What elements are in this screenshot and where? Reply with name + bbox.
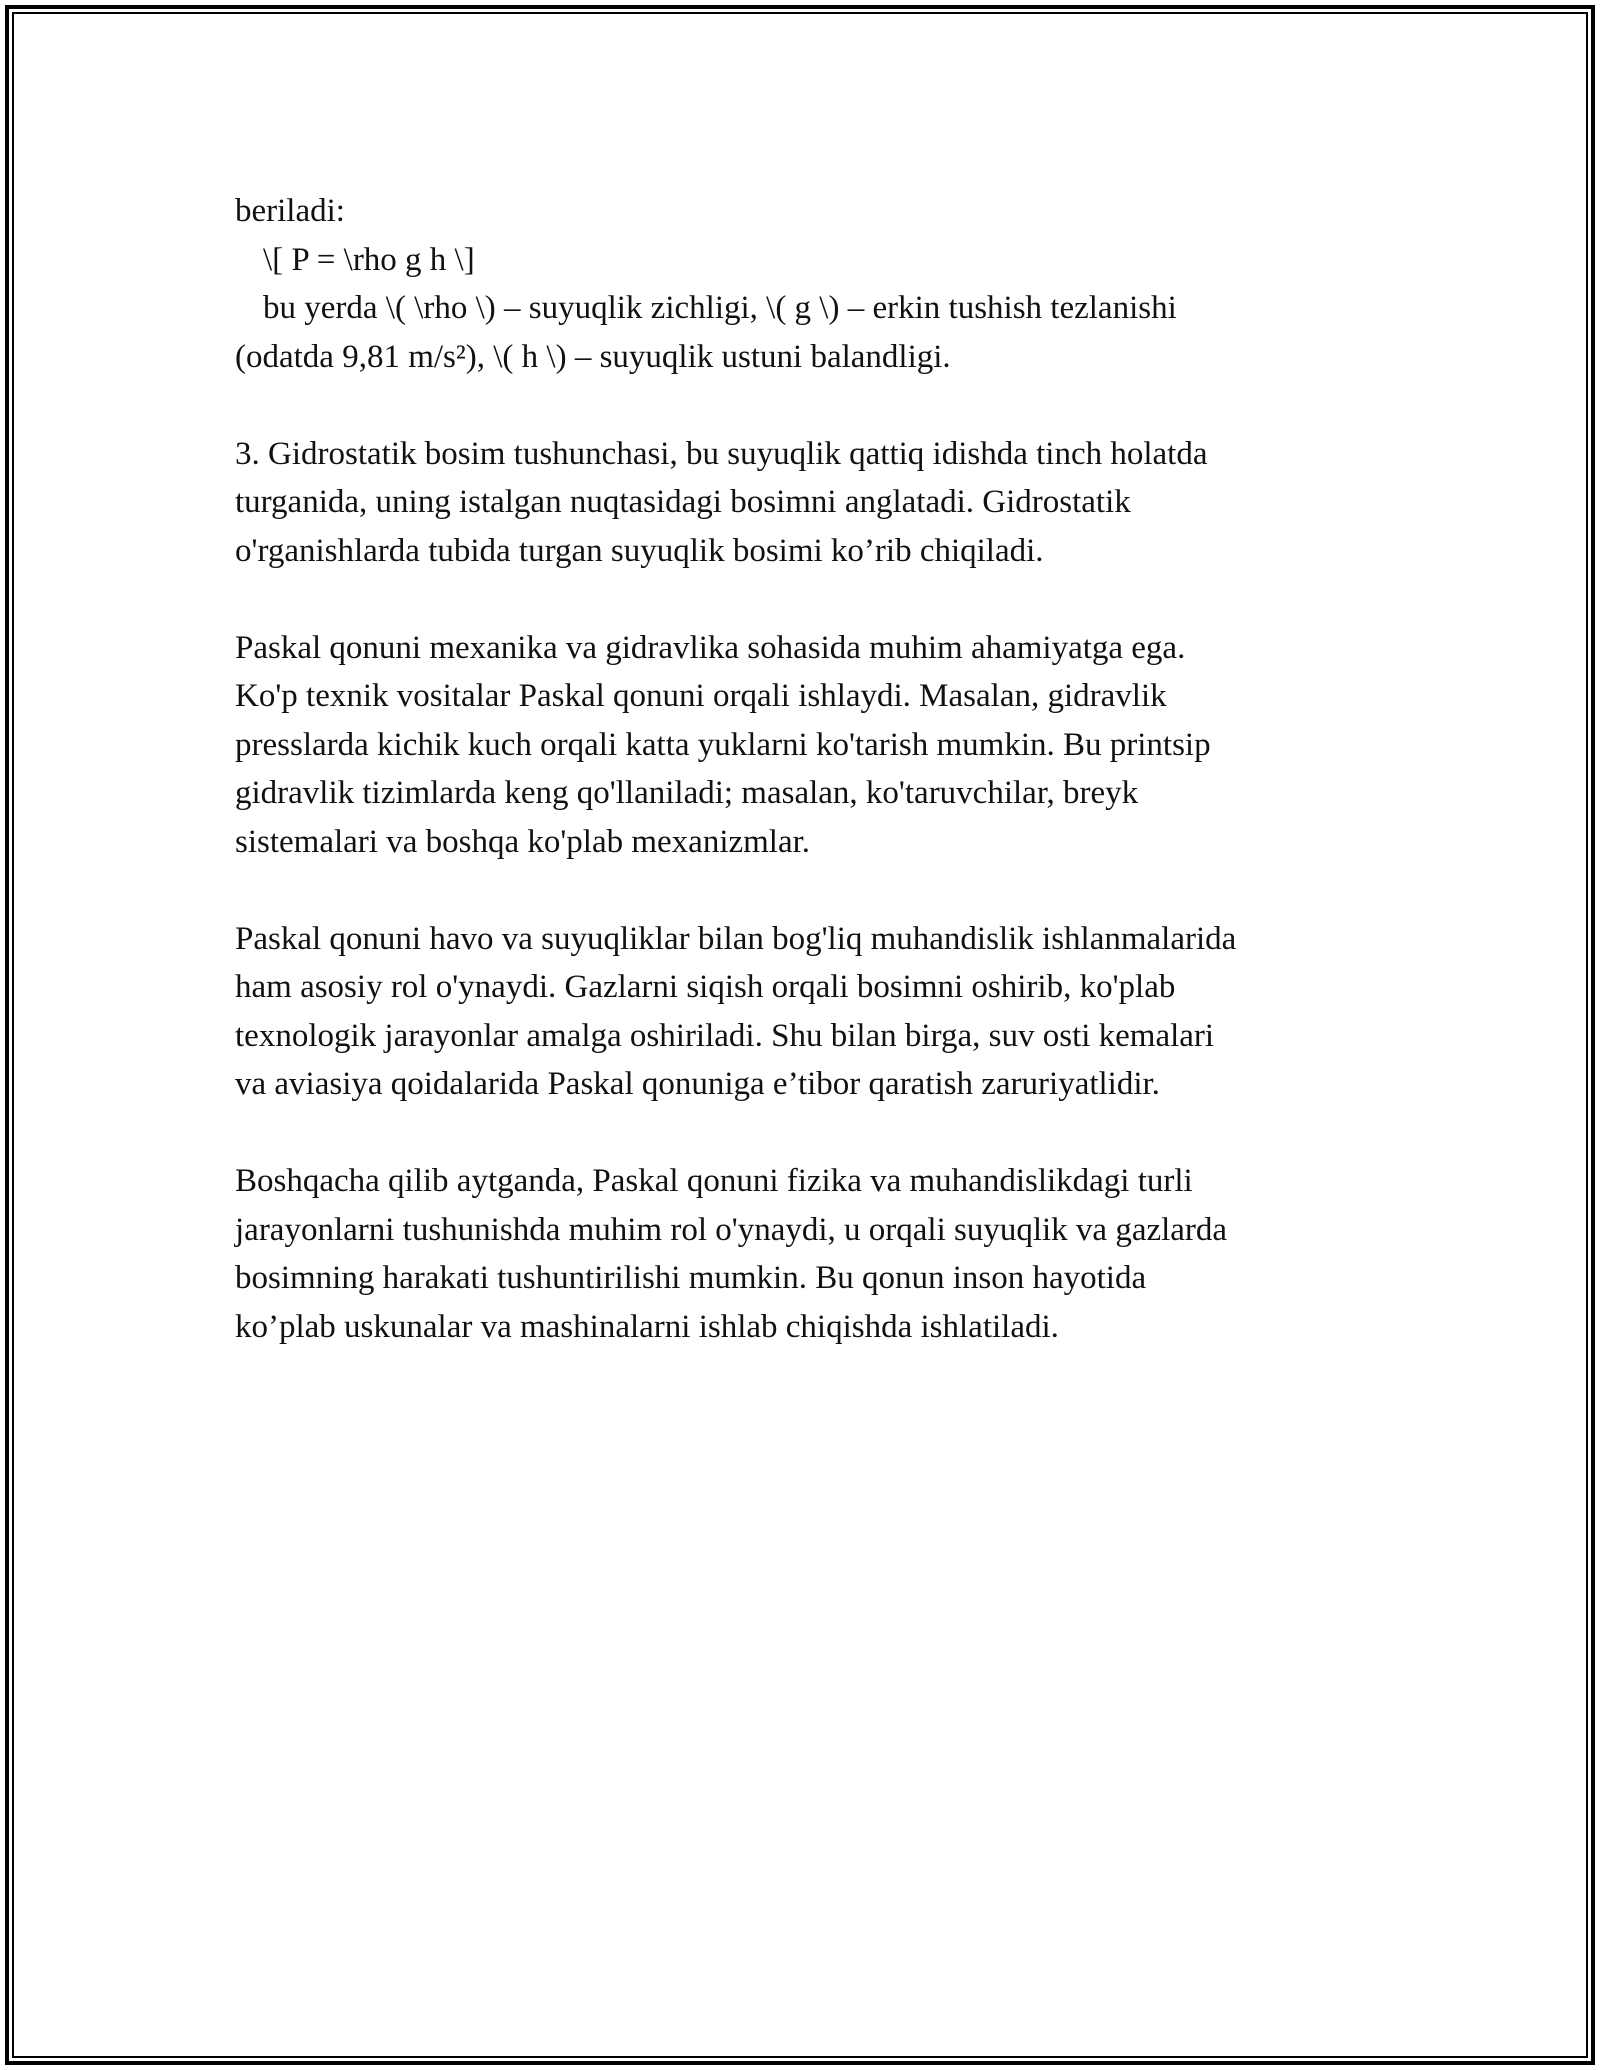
paragraph-formula-explanation	[235, 187, 1375, 381]
text-line: 3. Gidrostatik bosim tushunchasi, bu suyuqlik qattiq idishda tinch holatda	[235, 435, 1208, 472]
text-line: Paskal qonuni mexanika va gidravlika sohasida muhim ahamiyatga ega.	[235, 629, 1186, 666]
text-line: jarayonlarni tushunishda muhim rol o'ynaydi, u orqali suyuqlik va gazlarda	[235, 1211, 1228, 1248]
text-line: Ko'p texnik vositalar Paskal qonuni orqali ishlaydi. Masalan, gidravlik	[235, 678, 1167, 714]
text-line: ham asosiy rol o'ynaydi. Gazlarni siqish orqali bosimni oshirib, ko'plab	[235, 969, 1176, 1005]
text-line: (odatda 9,81 m/s²), \( h \) – suyuqlik ustuni balandligi.	[235, 338, 951, 375]
paragraph-spacer	[235, 575, 1375, 624]
text-line: gidravlik tizimlarda keng qo'llaniladi; masalan, ko'taruvchilar, breyk	[235, 775, 1139, 811]
paragraph-pascal-engineering	[235, 915, 1375, 1109]
text-line: texnologik jarayonlar amalga oshiriladi. Shu bilan birga, suv osti kemalari	[235, 1017, 1215, 1054]
text-line: turganida, uning istalgan nuqtasidagi bosimni anglatadi. Gidrostatik	[235, 484, 1131, 520]
text-line: sistemalari va boshqa ko'plab mexanizmlar.	[235, 823, 811, 860]
text-line: bu yerda \( \rho \) – suyuqlik zichligi, \( g \) – erkin tushish tezlanishi	[263, 290, 1177, 326]
text-line: beriladi:	[235, 193, 345, 229]
text-line: presslarda kichik kuch orqali katta yuklarni ko'tarish mumkin. Bu printsip	[235, 726, 1211, 763]
text-line: Boshqacha qilib aytganda, Paskal qonuni fizika va muhandislikdagi turli	[235, 1163, 1193, 1199]
formula-line: \[ P = \rho g h \]	[263, 241, 475, 278]
paragraph-hydrostatic-pressure	[235, 430, 1375, 576]
text-line: ko’plab uskunalar va mashinalarni ishlab chiqishda ishlatiladi.	[235, 1308, 1059, 1345]
text-line: Paskal qonuni havo va suyuqliklar bilan bog'liq muhandislik ishlanmalarida	[235, 920, 1237, 957]
text-line: va aviasiya qoidalarida Paskal qonuniga e’tibor qaratish zaruriyatlidir.	[235, 1066, 1160, 1102]
paragraph-spacer	[235, 381, 1375, 430]
paragraph-spacer	[235, 1109, 1375, 1158]
paragraph-conclusion	[235, 1157, 1375, 1351]
paragraph-pascal-mechanics	[235, 624, 1375, 867]
text-line: o'rganishlarda tubida turgan suyuqlik bosimi ko’rib chiqiladi.	[235, 532, 1044, 569]
text-line: bosimning harakati tushuntirilishi mumkin. Bu qonun inson hayotida	[235, 1260, 1147, 1296]
paragraph-spacer	[235, 866, 1375, 915]
document-body	[235, 187, 1375, 1351]
